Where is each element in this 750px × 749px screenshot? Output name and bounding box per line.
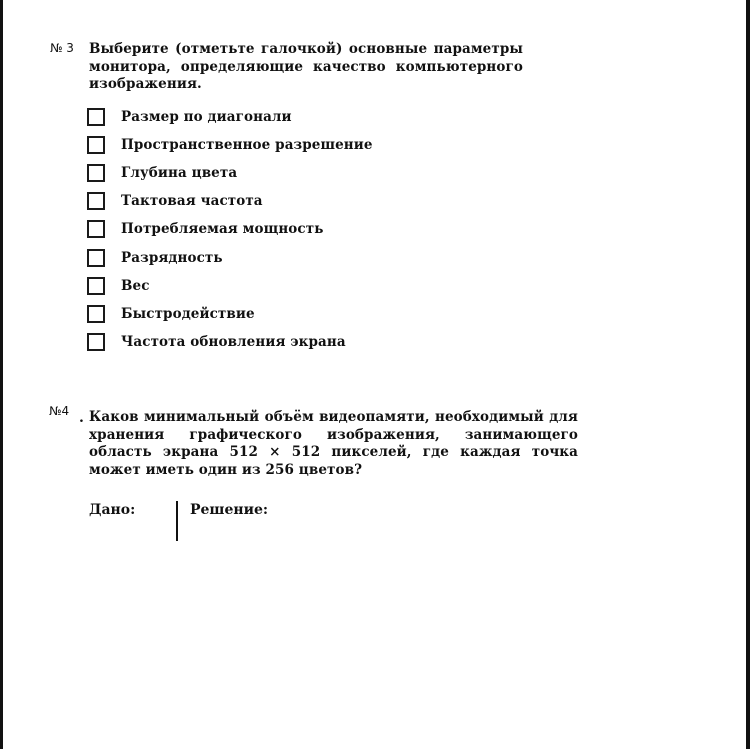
option-label: Пространственное разрешение: [121, 137, 373, 154]
option-item[interactable]: [87, 300, 373, 328]
option-item[interactable]: [87, 103, 373, 131]
question-3-text: Выберите (отметьте галочкой) основные параметры монитора, определяющие качество компьютерного изображения.: [89, 41, 523, 92]
checkbox[interactable]: [87, 220, 105, 238]
checkbox[interactable]: [87, 108, 105, 126]
option-item[interactable]: [87, 328, 373, 356]
question-4-text: Каков минимальный объём видеопамяти, необходимый для хранения графического изображения, занимающего область экрана 512 × 512 пикселей, где каждая точка может иметь один из 256 цветов?: [89, 409, 578, 478]
right-border: [746, 0, 750, 749]
divider-line: [176, 501, 178, 541]
question-4-dot: .: [79, 410, 84, 426]
option-label: Частота обновления экрана: [121, 333, 346, 350]
option-label: Размер по диагонали: [121, 109, 292, 126]
option-label: Потребляемая мощность: [121, 221, 324, 238]
option-item[interactable]: [87, 243, 373, 271]
checkbox[interactable]: [87, 305, 105, 323]
option-item[interactable]: [87, 131, 373, 159]
option-item[interactable]: [87, 215, 373, 243]
question-3-options: [87, 103, 373, 356]
option-item[interactable]: [87, 159, 373, 187]
option-label: Быстродействие: [121, 305, 255, 322]
checkbox[interactable]: [87, 164, 105, 182]
question-4-number: №4: [49, 404, 70, 418]
option-item[interactable]: [87, 272, 373, 300]
given-label: Дано:: [89, 502, 136, 518]
option-label: Глубина цвета: [121, 165, 238, 182]
checkbox[interactable]: [87, 333, 105, 351]
question-3-number: № 3: [50, 41, 74, 55]
option-label: Вес: [121, 277, 150, 294]
left-border: [0, 0, 3, 749]
checkbox[interactable]: [87, 277, 105, 295]
option-label: Разрядность: [121, 249, 223, 266]
solution-label: Решение:: [190, 502, 269, 518]
checkbox[interactable]: [87, 136, 105, 154]
checkbox[interactable]: [87, 192, 105, 210]
checkbox[interactable]: [87, 249, 105, 267]
option-label: Тактовая частота: [121, 193, 263, 210]
option-item[interactable]: [87, 187, 373, 215]
